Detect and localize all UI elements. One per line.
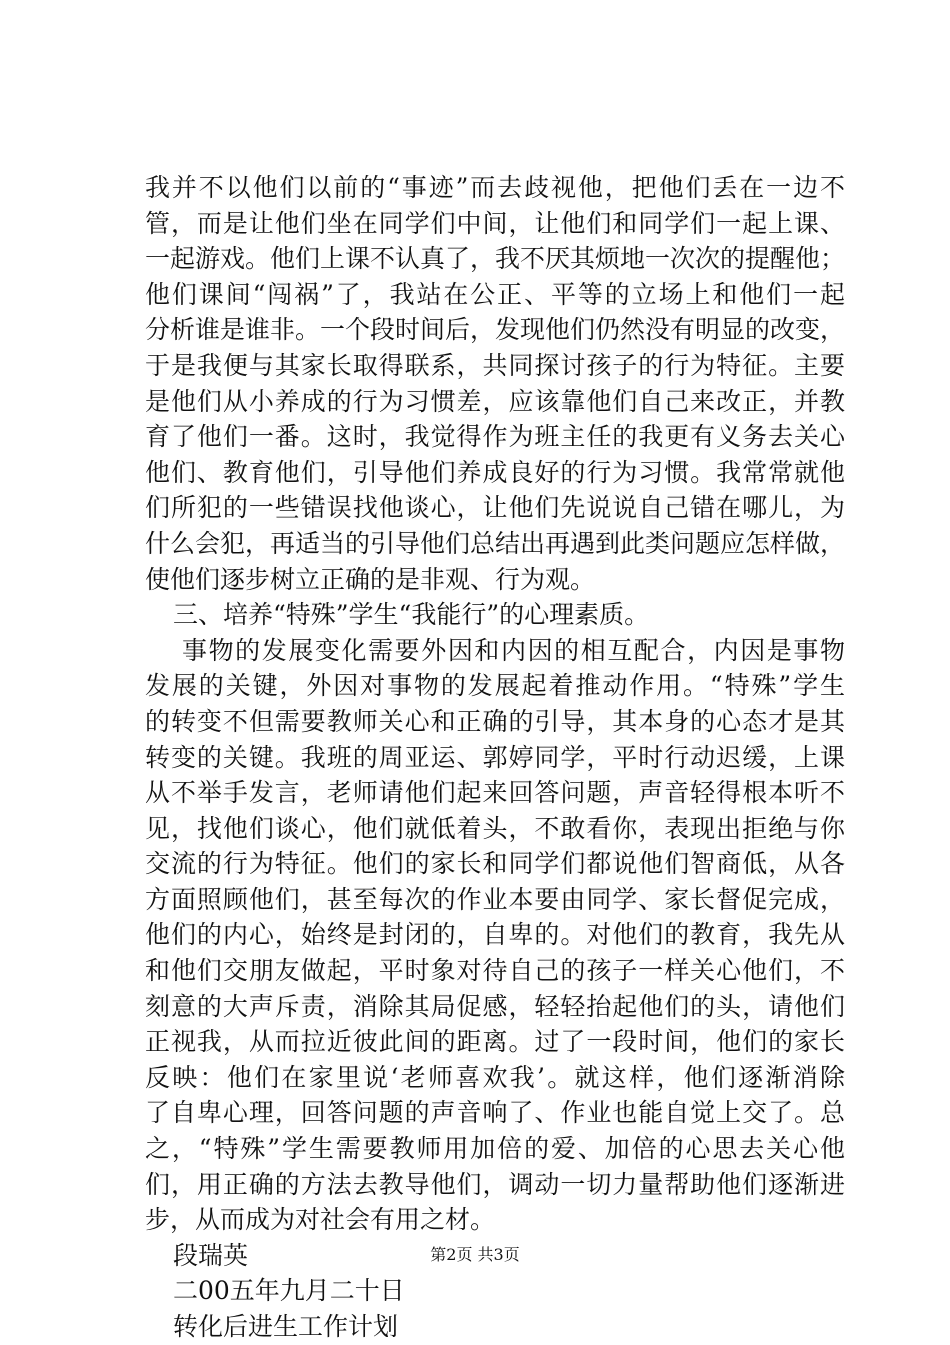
- text-line: 转变的关键。我班的周亚运、郭婷同学，平时行动迟缓，上课: [145, 742, 845, 772]
- text-line: 育了他们一番。这时，我觉得作为班主任的我更有义务去关心: [145, 422, 845, 452]
- text-line: 一起游戏。他们上课不认真了，我不厌其烦地一次次的提醒他；: [145, 244, 846, 274]
- next-title: 转化后进生工作计划: [173, 1312, 399, 1341]
- author-signature: 段瑞英: [173, 1240, 249, 1270]
- page-number: 第2页 共3页: [430, 1245, 520, 1264]
- text-line: 反映：他们在家里说‘老师喜欢我’。就这样，他们逐渐消除: [145, 1062, 845, 1092]
- text-line: 刻意的大声斥责，消除其局促感，轻轻抬起他们的头，请他们: [145, 991, 845, 1021]
- text-line: 什么会犯，再适当的引导他们总结出再遇到此类问题应怎样做，: [145, 528, 846, 558]
- text-line: 们所犯的一些错误找他谈心，让他们先说说自己错在哪儿，为: [145, 493, 845, 523]
- page-footer: [0, 1245, 950, 1265]
- document-body: [145, 170, 845, 1345]
- text-line: 他们的内心，始终是封闭的，自卑的。对他们的教育，我先从: [145, 920, 845, 950]
- text-line: 步，从而成为对社会有用之材。: [145, 1205, 496, 1235]
- text-line: 事物的发展变化需要外因和内因的相互配合，内因是事物: [182, 635, 845, 665]
- text-line: 他们、教育他们，引导他们养成良好的行为习惯。我常常就他: [145, 457, 845, 487]
- text-line: 和他们交朋友做起，平时象对待自己的孩子一样关心他们，不: [145, 956, 845, 986]
- text-line: 交流的行为特征。他们的家长和同学们都说他们智商低，从各: [145, 849, 845, 879]
- text-line: 分析谁是谁非。一个段时间后，发现他们仍然没有明显的改变，: [145, 315, 846, 345]
- text-line: 的转变不但需要教师关心和正确的引导，其本身的心态才是其: [145, 706, 845, 736]
- text-line: 从不举手发言，老师请他们起来回答问题，声音轻得根本听不: [145, 778, 845, 808]
- text-line: 方面照顾他们，甚至每次的作业本要由同学、家长督促完成，: [145, 884, 845, 914]
- text-line: 之，“特殊”学生需要教师用加倍的爱、加倍的心思去关心他: [145, 1134, 845, 1164]
- date-line: 二00五年九月二十日: [173, 1276, 405, 1306]
- section-heading: 三、培养“特殊”学生“我能行”的心理素质。: [173, 600, 650, 630]
- text-line: 们，用正确的方法去教导他们，调动一切力量帮助他们逐渐进: [145, 1169, 845, 1199]
- text-line: 于是我便与其家长取得联系，共同探讨孩子的行为特征。主要: [145, 350, 845, 380]
- text-line: 是他们从小养成的行为习惯差，应该靠他们自己来改正，并教: [145, 386, 845, 416]
- text-line: 发展的关键，外因对事物的发展起着推动作用。“特殊”学生: [145, 671, 845, 701]
- text-line: 管，而是让他们坐在同学们中间，让他们和同学们一起上课、: [145, 208, 845, 238]
- text-line: 使他们逐步树立正确的是非观、行为观。: [145, 564, 596, 594]
- text-line: 见，找他们谈心，他们就低着头，不敢看你，表现出拒绝与你: [145, 813, 845, 843]
- text-line: 我并不以他们以前的“事迹”而去歧视他，把他们丢在一边不: [145, 173, 845, 202]
- text-line: 他们课间“闯祸”了，我站在公正、平等的立场上和他们一起: [145, 279, 845, 309]
- text-line: 了自卑心理，回答问题的声音响了、作业也能自觉上交了。总: [145, 1098, 845, 1128]
- text-line: 正视我，从而拉近彼此间的距离。过了一段时间，他们的家长: [145, 1027, 845, 1057]
